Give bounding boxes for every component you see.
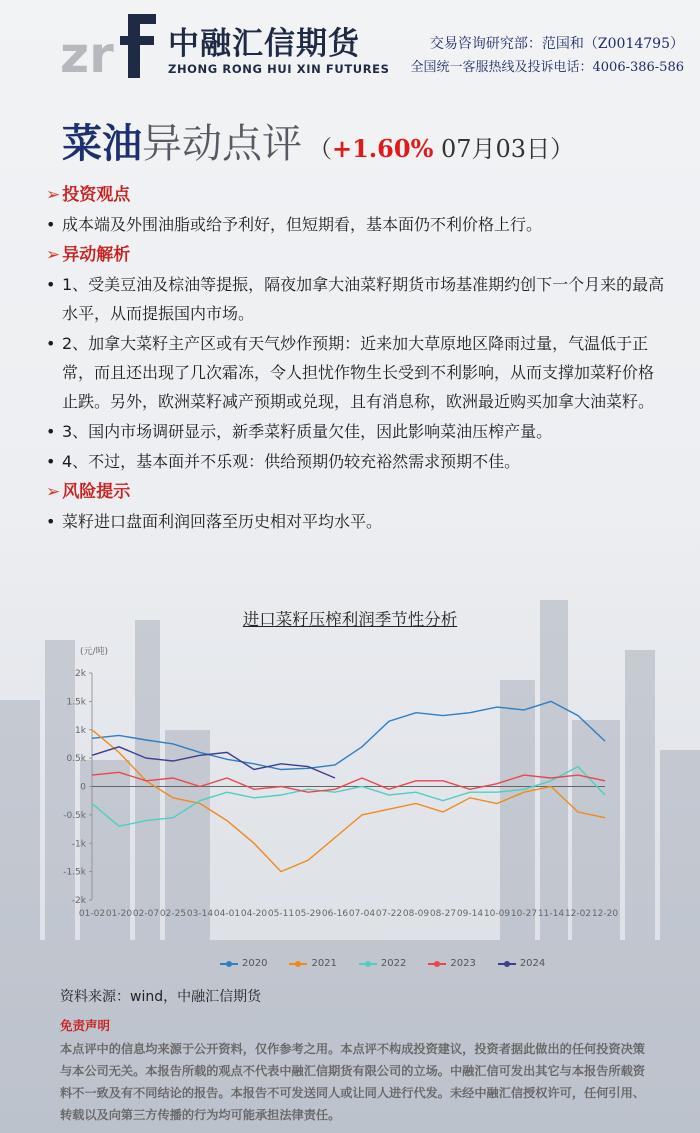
x-tick-label: 06-16 — [321, 909, 349, 919]
legend-item-2024 — [498, 958, 545, 969]
y-tick-label: 1.5k — [66, 697, 86, 708]
x-tick-label: 10-27 — [510, 909, 538, 919]
y-tick-label: 2k — [75, 669, 86, 679]
legend-swatch — [359, 963, 377, 965]
data-source: 资料来源：wind，中融汇信期货 — [60, 989, 262, 1005]
legend-item-2021 — [289, 958, 336, 969]
company-name-en: ZHONG RONG HUI XIN FUTURES — [168, 62, 390, 76]
contact-info — [411, 32, 685, 80]
legend-item-2022 — [359, 958, 406, 969]
x-tick-label: 04-01 — [213, 909, 241, 919]
title-paren: （ — [308, 135, 332, 163]
x-tick-label: 09-14 — [456, 909, 484, 919]
x-tick-label: 02-25 — [159, 909, 187, 919]
arrow-icon: ➢ — [46, 482, 61, 502]
bullet-item: • 2、加拿大菜籽主产区或有天气炒作预期：近来加大草原地区降雨过量，气温低于正常，而且还出现了几次霜冻，令人担忧作物生长受到不利影响，从而支撑加菜籽价格止跌。另外，欧洲菜籽减产预期或兑现，且有消息称，欧洲最近购买加拿大油菜籽。 — [46, 329, 666, 416]
x-tick-label: 12-20 — [591, 909, 619, 919]
profit-seasonal-chart — [60, 636, 620, 926]
bullet-item: • 1、受美豆油及棕油等提振，隔夜加拿大油菜籽期货市场基准期约创下一个月来的最高水平，从而提振国内市场。 — [46, 270, 666, 328]
legend-swatch — [428, 963, 446, 965]
legend-swatch — [220, 963, 238, 965]
legend-label: 2021 — [311, 958, 337, 969]
legend-label: 2022 — [380, 958, 407, 969]
title-type: 异动点评 — [142, 121, 302, 167]
x-tick-label: 12-02 — [564, 909, 592, 919]
x-tick-label: 01-02 — [78, 909, 106, 919]
series-line-2020 — [92, 701, 605, 769]
bullet-item: • 4、不过，基本面并不乐观：供给预期仍较充裕然需求预期不佳。 — [46, 447, 666, 476]
x-tick-label: 04-20 — [240, 909, 268, 919]
x-tick-label: 05-11 — [267, 909, 295, 919]
report-date: 07月03日） — [433, 135, 575, 163]
section-heading-risk: ➢ 风险提示 — [46, 482, 131, 502]
legend-label: 2024 — [519, 958, 546, 969]
y-tick-label: -0.5k — [63, 810, 86, 821]
y-tick-label: -1k — [71, 839, 86, 850]
analyst-line: 交易咨询研究部：范国和（Z0014795） — [429, 36, 684, 52]
report-header — [0, 0, 700, 92]
company-logo-mark — [60, 10, 160, 82]
x-tick-label: 01-20 — [105, 909, 133, 919]
bullet-item: • 成本端及外围油脂或给予利好，但短期看，基本面仍不利价格上行。 — [46, 210, 666, 239]
y-tick-label: -1.5k — [63, 867, 86, 878]
x-tick-label: 08-27 — [429, 909, 457, 919]
y-tick-label: -2k — [71, 896, 86, 906]
legend-item-2023 — [428, 958, 475, 969]
report-body — [46, 180, 666, 537]
x-tick-label: 11-14 — [537, 909, 565, 919]
y-axis-unit-label: (元/吨) — [80, 647, 109, 657]
y-tick-label: 0 — [80, 782, 86, 793]
x-tick-label: 07-04 — [348, 909, 376, 919]
x-tick-label: 07-22 — [375, 909, 403, 919]
chart-title: 进口菜籽压榨利润季节性分析 — [242, 610, 458, 629]
x-tick-label: 03-14 — [186, 909, 214, 919]
chart-legend — [220, 958, 545, 969]
arrow-icon: ➢ — [46, 245, 61, 265]
svg-text:zr: zr — [60, 26, 114, 82]
x-tick-label: 02-07 — [132, 909, 160, 919]
section-heading-view: ➢ 投资观点 — [46, 185, 131, 205]
title-commodity: 菜油 — [62, 120, 142, 167]
x-tick-label: 05-29 — [294, 909, 322, 919]
x-tick-label: 10-09 — [483, 909, 511, 919]
legend-swatch — [498, 963, 516, 965]
y-tick-label: 1k — [75, 725, 86, 736]
disclaimer-text: 本点评中的信息均来源于公开资料，仅作参考之用。本点评不构成投资建议，投资者据此做出的任何投资决策与本公司无关。本报告所载的观点不代表中融汇信期货有限公司的立场。中融汇信可发出其它与本报告所载资料不一致及有不同结论的报告。本报告不可发送同人或让同人进行代发。未经中融汇信授权许可，任何引用、转载以及向第三方传播的行为均可能承担法律责任。 — [60, 1042, 645, 1122]
legend-label: 2020 — [242, 958, 268, 969]
legend-swatch — [289, 963, 307, 965]
series-line-2021 — [92, 730, 605, 872]
arrow-icon: ➢ — [46, 185, 61, 205]
price-change: +1.60% — [332, 134, 434, 163]
bullet-item: • 菜籽进口盘面利润回落至历史相对平均水平。 — [46, 507, 666, 536]
x-tick-label: 08-09 — [402, 909, 430, 919]
section-heading-analysis: ➢ 异动解析 — [46, 245, 131, 265]
hotline-line: 全国统一客服热线及投诉电话：4006-386-586 — [410, 60, 684, 75]
disclaimer-title: 免责声明 — [60, 1018, 111, 1033]
y-tick-label: 0.5k — [66, 754, 86, 765]
legend-item-2020 — [220, 958, 267, 969]
report-title — [62, 112, 574, 169]
legend-label: 2023 — [450, 958, 476, 969]
bullet-item: • 3、国内市场调研显示，新季菜籽质量欠佳，因此影响菜油压榨产量。 — [46, 417, 666, 446]
company-name-cn: 中融汇信期货 — [168, 26, 360, 62]
